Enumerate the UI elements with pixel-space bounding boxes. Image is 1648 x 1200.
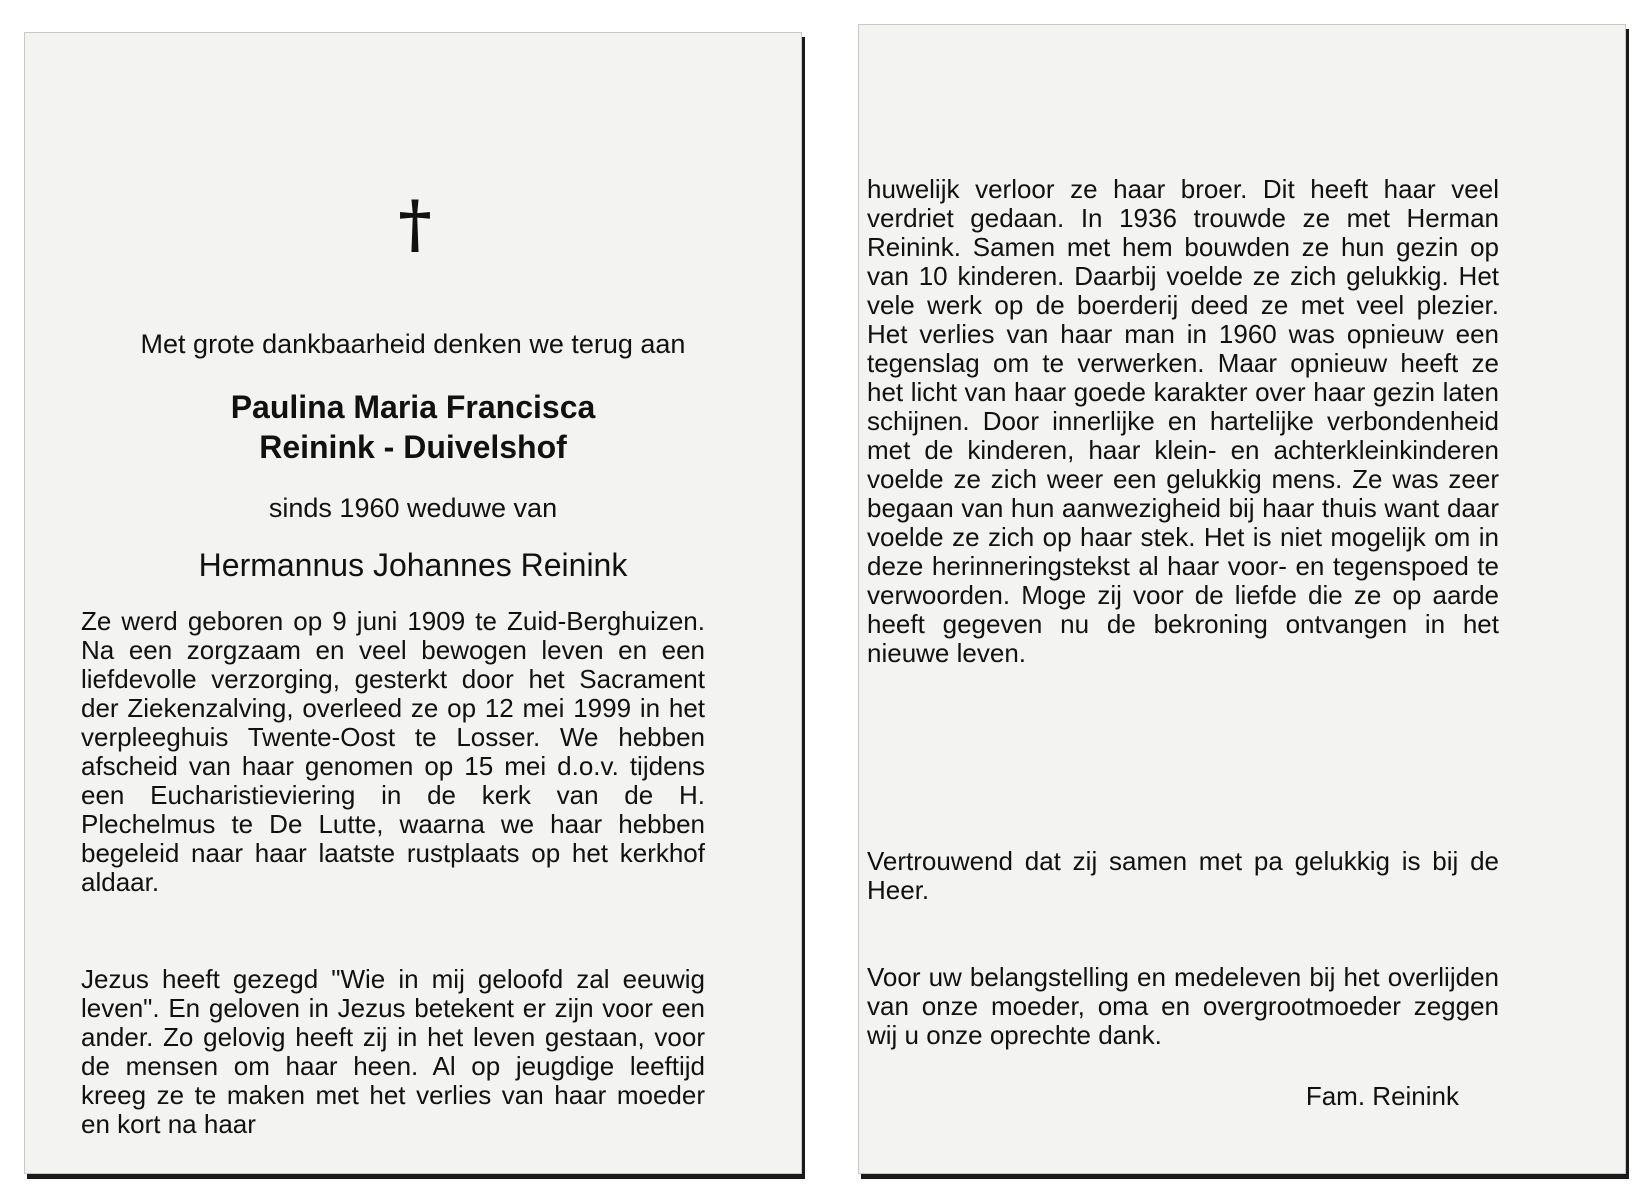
thanks-paragraph: Voor uw belangstelling en medeleven bij het overlijden van onze moeder, oma en overgrootmoeder zeggen wij u onze oprechte dank. [867,962,1499,1050]
deceased-name-line1: Paulina Maria Francisca [230,389,596,425]
trust-paragraph: Vertrouwend dat zij samen met pa gelukkig is bij de Heer. [867,846,1499,905]
memorial-card-back [858,24,1626,1174]
family-signature: Fam. Reinink [1305,1081,1459,1111]
intro-text: Met grote dankbaarheid denken we terug aan [140,329,686,359]
widow-since-text: sinds 1960 weduwe van [268,493,558,523]
memorial-card-front [24,32,802,1174]
faith-paragraph: Jezus heeft gezegd "Wie in mij geloofd zal eeuwig leven". En geloven in Jezus betekent er zijn voor een ander. Zo gelovig heeft zij in het leven gestaan, voor de mensen om haar heen. Al op jeugdige leeftijd kreeg ze te maken met het verlies van haar moeder en kort na haar [81,964,705,1139]
deceased-name-line2: Reinink - Duivelshof [259,429,567,465]
life-story-paragraph: huwelijk verloor ze haar broer. Dit heeft haar veel verdriet gedaan. In 1936 trouwde ze met Herman Reinink. Samen met hem bouwden ze hun gezin op van 10 kinderen. Daarbij voelde ze zich gelukkig. Het vele werk op de boerderij deed ze met veel plezier. Het verlies van haar man in 1960 was opnieuw een tegenslag om te verwerken. Maar opnieuw heeft ze het licht van haar goede karakter over haar gezin laten schijnen. Door innerlijke en hartelijke verbondenheid met de kinderen, haar klein- en achterkleinkinderen voelde ze zich weer een gelukkig mens. Ze was zeer begaan van hun aanwezigheid bij haar thuis want daar voelde ze zich op haar stek. Het is niet mogelijk om in deze herinneringstekst al haar voor- en tegenspoed te verwoorden. Moge zij voor de liefde die ze op aarde heeft gegeven nu de bekroning ontvangen in het nieuwe leven. [867,174,1499,668]
biography-paragraph: Ze werd geboren op 9 juni 1909 te Zuid-Berghuizen. Na een zorgzaam en veel bewogen leven en een liefdevolle verzorging, gesterkt door het Sacrament der Ziekenzalving, overleed ze op 12 mei 1999 in het verpleeghuis Twente-Oost te Losser. We hebben afscheid van haar genomen op 15 mei d.o.v. tijdens een Eucharistieviering in de kerk van de H. Plechelmus te De Lutte, waarna we haar hebben begeleid naar haar laatste rustplaats op het kerkhof aldaar. [81,606,705,897]
cross-icon: † [398,187,432,262]
husband-name: Hermannus Johannes Reinink [198,547,628,583]
